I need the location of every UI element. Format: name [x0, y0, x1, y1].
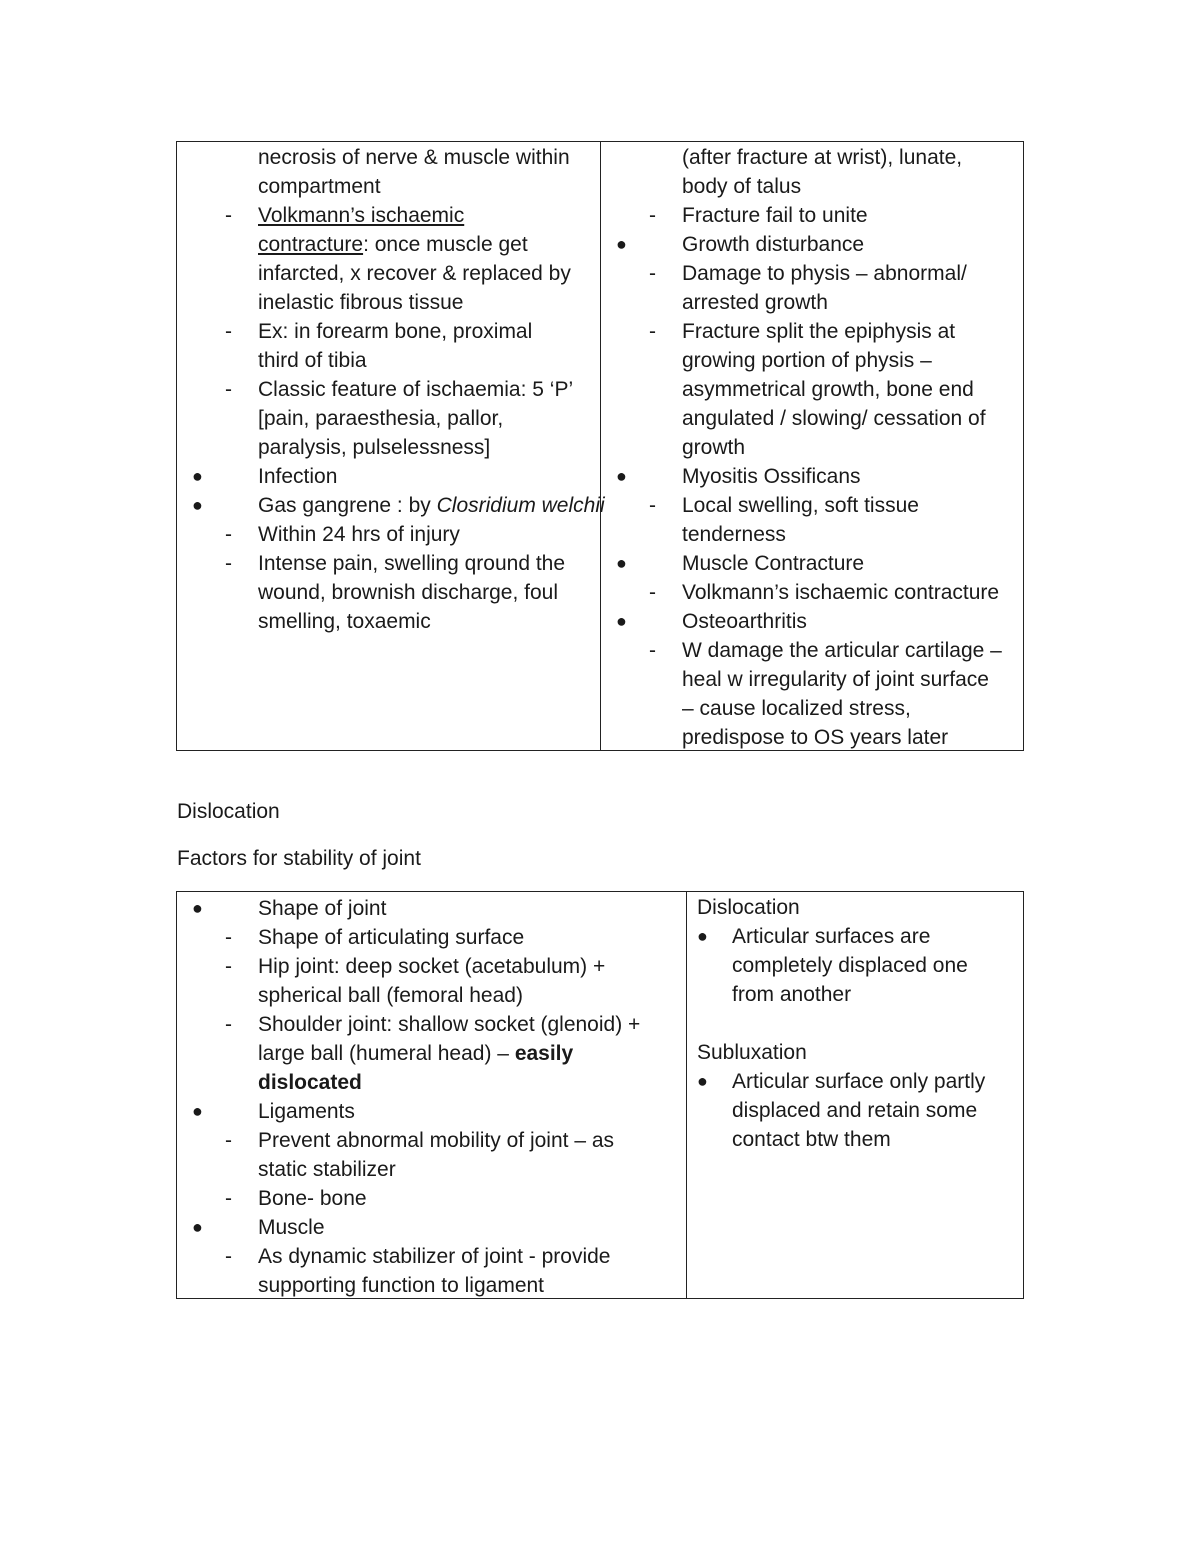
dash-marker: -	[225, 1245, 232, 1268]
item-text: third of tibia	[258, 349, 367, 372]
dash-marker: -	[649, 262, 656, 285]
section-heading-factors: Factors for stability of joint	[177, 847, 421, 870]
list-item-line	[177, 1068, 686, 1097]
item-text: contact btw them	[732, 1128, 891, 1151]
item-text: Articular surface only partly	[732, 1070, 986, 1093]
list-item-line	[177, 578, 600, 607]
item-text: growing portion of physis –	[682, 349, 932, 372]
item-text: spherical ball (femoral head)	[258, 984, 523, 1007]
item-text: Fracture fail to unite	[682, 204, 868, 227]
item-text: W damage the articular cartilage –	[682, 639, 1002, 662]
item-text: contracture: once muscle get	[258, 233, 528, 256]
item-text: Volkmann’s ischaemic contracture	[682, 581, 1000, 604]
item-text: asymmetrical growth, bone end	[682, 378, 974, 401]
list-item-line	[601, 520, 1024, 549]
item-text: Gas gangrene : by Closridium welchii	[258, 494, 605, 517]
dash-marker: -	[225, 204, 232, 227]
item-text: growth	[682, 436, 746, 459]
item-text: large ball (humeral head) – easily	[258, 1042, 574, 1065]
item-text: Osteoarthritis	[682, 610, 807, 633]
item-text: Dislocation	[697, 896, 800, 919]
item-text: Intense pain, swelling qround the	[258, 552, 566, 575]
list-item-line	[601, 346, 1024, 375]
list-item-line	[177, 404, 600, 433]
complications-table	[176, 141, 1024, 751]
dash-subitem	[177, 520, 600, 549]
item-text: Ligaments	[258, 1100, 355, 1123]
dash-subitem	[177, 1126, 686, 1155]
item-text: Prevent abnormal mobility of joint – as	[258, 1129, 615, 1152]
item-text: Muscle Contracture	[682, 552, 865, 575]
dash-subitem	[601, 491, 1024, 520]
item-text: dislocated	[258, 1071, 362, 1094]
item-text: inelastic fibrous tissue	[258, 291, 464, 314]
item-text: paralysis, pulselessness]	[258, 436, 491, 459]
item-text: completely displaced one	[732, 954, 968, 977]
item-text: compartment	[258, 175, 381, 198]
joint-stability-table	[176, 891, 1024, 1299]
bullet-item	[177, 894, 686, 923]
dash-subitem	[601, 636, 1024, 665]
bullet-item	[177, 1097, 686, 1126]
item-text: necrosis of nerve & muscle within	[258, 146, 570, 169]
bullet-item	[177, 491, 605, 520]
list-item-line	[601, 723, 1024, 752]
bullet-item	[177, 462, 600, 491]
section-heading-dislocation: Dislocation	[177, 800, 280, 823]
dash-marker: -	[225, 320, 232, 343]
item-text: tenderness	[682, 523, 786, 546]
bullet-icon: ●	[192, 1217, 203, 1237]
list-item-line	[177, 172, 600, 201]
dash-marker: -	[225, 552, 232, 575]
list-item-line	[177, 981, 686, 1010]
item-text: wound, brownish discharge, foul	[258, 581, 559, 604]
item-text: Local swelling, soft tissue	[682, 494, 919, 517]
item-text: Bone- bone	[258, 1187, 367, 1210]
item-text: from another	[732, 983, 852, 1006]
list-item-line	[601, 404, 1024, 433]
list-item-line	[687, 951, 1024, 980]
dash-marker: -	[225, 378, 232, 401]
dash-marker: -	[649, 494, 656, 517]
list-item-line	[601, 665, 1024, 694]
bullet-icon: ●	[697, 926, 708, 946]
bullet-item	[687, 922, 1024, 951]
list-item-line	[177, 230, 600, 259]
item-text: Shoulder joint: shallow socket (glenoid) +	[258, 1013, 641, 1036]
dash-marker: -	[649, 581, 656, 604]
list-item-line	[687, 1009, 1024, 1038]
item-text: As dynamic stabilizer of joint - provide	[258, 1245, 611, 1268]
item-text: body of talus	[682, 175, 802, 198]
item-text: Volkmann’s ischaemic	[258, 204, 465, 227]
dash-subitem	[177, 549, 600, 578]
list-item-line	[601, 288, 1024, 317]
dash-subitem	[601, 317, 1024, 346]
item-text: Shape of joint	[258, 897, 387, 920]
cell-heading	[687, 1038, 1024, 1067]
item-text: angulated / slowing/ cessation of	[682, 407, 986, 430]
bullet-item	[601, 549, 1024, 578]
item-text: arrested growth	[682, 291, 828, 314]
item-text: Within 24 hrs of injury	[258, 523, 460, 546]
item-text: Classic feature of ischaemia: 5 ‘P’	[258, 378, 574, 401]
dash-subitem	[601, 578, 1024, 607]
list-item-line	[601, 172, 1024, 201]
item-text: Myositis Ossificans	[682, 465, 861, 488]
bullet-icon: ●	[192, 1101, 203, 1121]
list-item-line	[177, 1155, 686, 1184]
dash-marker: -	[649, 639, 656, 662]
list-item-line	[177, 1271, 686, 1300]
dash-subitem	[177, 317, 600, 346]
bullet-icon: ●	[697, 1071, 708, 1091]
list-item-line	[687, 980, 1024, 1009]
bullet-icon: ●	[616, 553, 627, 573]
list-item-line	[601, 375, 1024, 404]
item-text: Articular surfaces are	[732, 925, 931, 948]
dash-subitem	[601, 201, 1024, 230]
item-text: Shape of articulating surface	[258, 926, 525, 949]
item-text: Infection	[258, 465, 338, 488]
item-text: Damage to physis – abnormal/	[682, 262, 967, 285]
bullet-icon: ●	[192, 466, 203, 486]
dash-subitem	[177, 1242, 686, 1271]
list-item-line	[177, 346, 600, 375]
item-text: predispose to OS years later	[682, 726, 949, 749]
item-text: displaced and retain some	[732, 1099, 978, 1122]
item-text: infarcted, x recover & replaced by	[258, 262, 571, 285]
list-item-line	[177, 607, 600, 636]
dash-marker: -	[225, 1187, 232, 1210]
bullet-item	[601, 607, 1024, 636]
bullet-icon: ●	[616, 611, 627, 631]
bullet-item	[601, 230, 1024, 259]
dash-marker: -	[225, 523, 232, 546]
list-item-line	[177, 288, 600, 317]
list-item-line	[177, 1039, 686, 1068]
item-text: Muscle	[258, 1216, 325, 1239]
bullet-icon: ●	[192, 898, 203, 918]
item-text: smelling, toxaemic	[258, 610, 431, 633]
dash-subitem	[177, 201, 600, 230]
bullet-item	[601, 462, 1024, 491]
list-item-line	[601, 694, 1024, 723]
bullet-icon: ●	[192, 495, 203, 515]
dash-subitem	[177, 1184, 686, 1213]
item-text: Growth disturbance	[682, 233, 865, 256]
item-text: (after fracture at wrist), lunate,	[682, 146, 963, 169]
list-item-line	[177, 143, 600, 172]
item-text: supporting function to ligament	[258, 1274, 545, 1297]
list-item-line	[177, 433, 600, 462]
dash-marker: -	[225, 955, 232, 978]
bullet-icon: ●	[616, 234, 627, 254]
dash-marker: -	[649, 320, 656, 343]
item-text: – cause localized stress,	[682, 697, 911, 720]
list-item-line	[177, 259, 600, 288]
item-text: [pain, paraesthesia, pallor,	[258, 407, 504, 430]
item-text: Ex: in forearm bone, proximal	[258, 320, 533, 343]
list-item-line	[687, 1125, 1024, 1154]
item-text: Fracture split the epiphysis at	[682, 320, 956, 343]
bullet-item	[687, 1067, 1024, 1096]
dash-subitem	[177, 375, 600, 404]
dash-marker: -	[225, 926, 232, 949]
item-text: heal w irregularity of joint surface	[682, 668, 989, 691]
item-text: static stabilizer	[258, 1158, 396, 1181]
list-item-line	[601, 143, 1024, 172]
dash-subitem	[601, 259, 1024, 288]
item-text: Hip joint: deep socket (acetabulum) +	[258, 955, 606, 978]
dash-subitem	[177, 923, 686, 952]
bullet-icon: ●	[616, 466, 627, 486]
dash-marker: -	[225, 1013, 232, 1036]
bullet-item	[177, 1213, 686, 1242]
dash-marker: -	[649, 204, 656, 227]
dash-subitem	[177, 952, 686, 981]
item-text: Subluxation	[697, 1041, 807, 1064]
cell-heading	[687, 893, 1024, 922]
list-item-line	[601, 433, 1024, 462]
dash-marker: -	[225, 1129, 232, 1152]
list-item-line	[687, 1096, 1024, 1125]
dash-subitem	[177, 1010, 686, 1039]
